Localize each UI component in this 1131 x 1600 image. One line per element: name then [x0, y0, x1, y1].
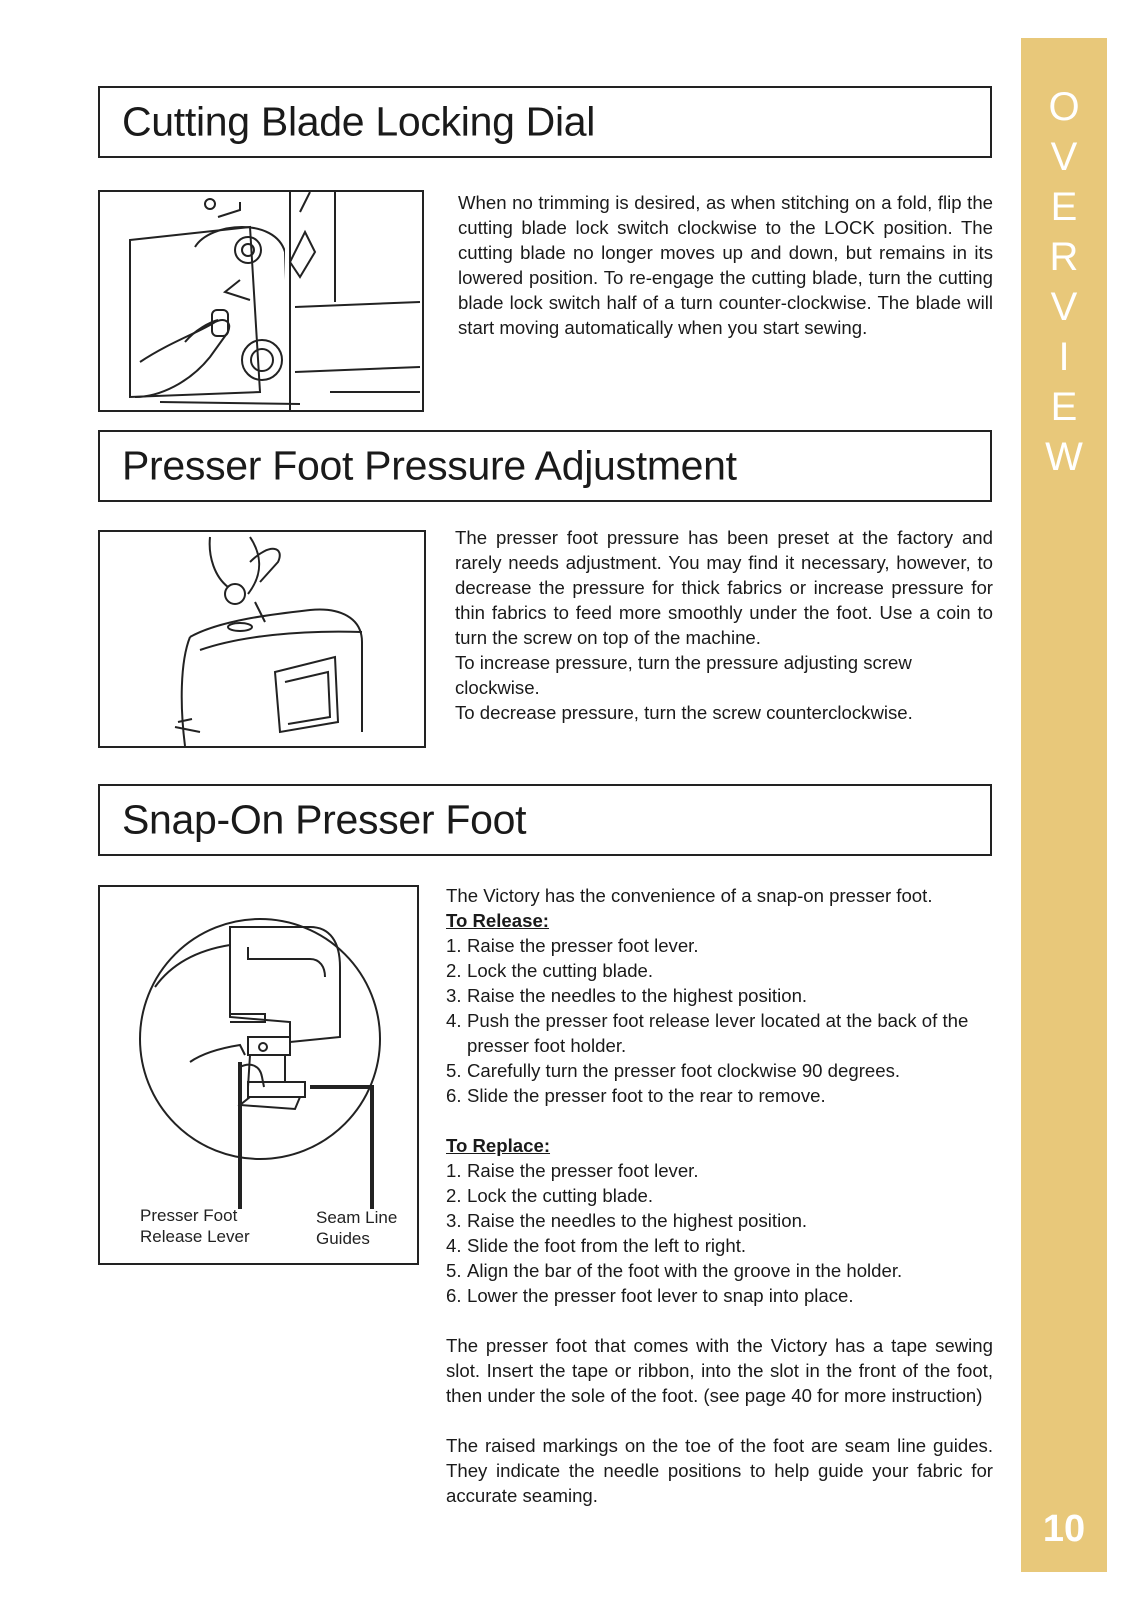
section2-paragraph: To decrease pressure, turn the screw counterclockwise.	[455, 702, 913, 723]
side-letter: E	[1050, 185, 1078, 229]
list-item: 4. Push the presser foot release lever located at the back of the presser foot holder.	[446, 1010, 969, 1056]
section2-paragraph: To increase pressure, turn the pressure adjusting screw clockwise.	[455, 652, 912, 698]
section1-heading-box	[98, 86, 992, 158]
snap-on-presser-foot-illustration	[98, 885, 419, 1265]
side-letter: E	[1050, 385, 1078, 429]
section3-intro: The Victory has the convenience of a snap-on presser foot.	[446, 885, 933, 906]
seam-guides-callout: Seam Line Guides	[316, 1208, 398, 1248]
side-letter: R	[1049, 235, 1079, 279]
side-letter: I	[1058, 335, 1070, 379]
section1-body	[458, 190, 993, 340]
list-item: 5. Carefully turn the presser foot clockwise 90 degrees.	[446, 1060, 901, 1081]
replace-steps-list	[446, 1158, 993, 1308]
list-item: 4. Slide the foot from the left to right.	[446, 1235, 747, 1256]
side-letter: W	[1045, 435, 1083, 479]
section2-title: Presser Foot Pressure Adjustment	[122, 442, 737, 489]
side-letter: O	[1048, 85, 1080, 129]
section1-title: Cutting Blade Locking Dial	[122, 98, 596, 145]
release-lever-callout: Presser Foot Release Lever	[140, 1206, 250, 1246]
section2-paragraph: The presser foot pressure has been preset at the factory and rarely needs adjustment. You may find it necessary, however, to decrease the pressure for thick fabrics or increase pressure for thin fabrics to feed more smoothly under the foot. Use a coin to turn the screw on top of the machine.	[455, 527, 993, 648]
list-item: 3. Raise the needles to the highest position.	[446, 1210, 808, 1231]
list-item: 1. Raise the presser foot lever.	[446, 935, 699, 956]
section2-heading-box	[98, 430, 992, 502]
side-letter: V	[1050, 135, 1078, 179]
replace-heading: To Replace:	[446, 1135, 551, 1156]
list-item: 3. Raise the needles to the highest position.	[446, 985, 808, 1006]
section-side-tab	[1021, 38, 1107, 1572]
cutting-blade-dial-illustration	[98, 190, 424, 412]
list-item: 2. Lock the cutting blade.	[446, 960, 654, 981]
release-heading: To Release:	[446, 910, 549, 931]
list-item: 5. Align the bar of the foot with the groove in the holder.	[446, 1260, 903, 1281]
section3-heading-box	[98, 784, 992, 856]
page-number: 10	[1042, 1508, 1086, 1550]
list-item: 6. Slide the presser foot to the rear to remove.	[446, 1085, 826, 1106]
side-tab-letters	[1021, 82, 1107, 482]
section2-body	[455, 525, 993, 725]
tape-slot-paragraph: The presser foot that comes with the Victory has a tape sewing slot. Insert the tape or ribbon, into the slot in the front of the foot, then under the sole of the foot. (see page 40 for more instruction)	[446, 1335, 993, 1406]
release-steps-list	[446, 933, 993, 1108]
list-item: 2. Lock the cutting blade.	[446, 1185, 654, 1206]
list-item: 6. Lower the presser foot lever to snap into place.	[446, 1285, 854, 1306]
pressure-adjustment-illustration	[98, 530, 426, 748]
section3-body	[446, 883, 993, 1508]
section3-title: Snap-On Presser Foot	[122, 796, 527, 843]
seam-guides-paragraph: The raised markings on the toe of the foot are seam line guides. They indicate the needle positions to help guide your fabric for accurate seaming.	[446, 1435, 993, 1506]
list-item: 1. Raise the presser foot lever.	[446, 1160, 699, 1181]
section1-paragraph: When no trimming is desired, as when stitching on a fold, flip the cutting blade lock switch clockwise to the LOCK position. The cutting blade no longer moves up and down, but remains in its lowered position. To re-engage the cutting blade, turn the cutting blade lock switch half of a turn counter-clockwise. The blade will start moving automatically when you start sewing.	[458, 192, 993, 338]
side-letter: V	[1050, 285, 1078, 329]
